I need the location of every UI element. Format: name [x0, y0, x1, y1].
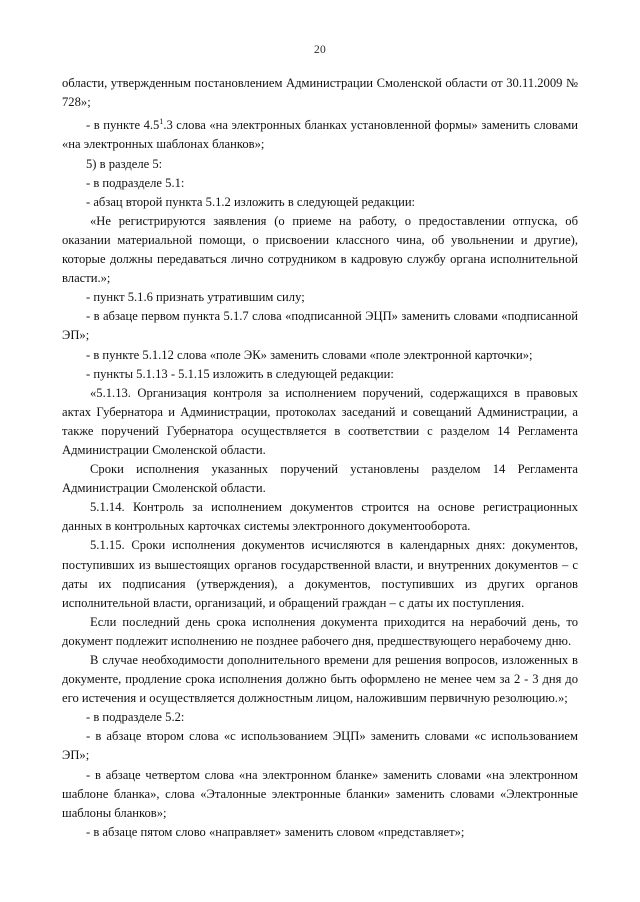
- paragraph: Если последний день срока исполнения документа приходится на нерабочий день, то документ подлежит исполнению не позднее рабочего дня, предшествующего нерабочему дню.: [62, 614, 578, 648]
- paragraph: - в подразделе 5.2:: [86, 710, 185, 725]
- paragraph: - в абзаце первом пункта 5.1.7 слова «подписанной ЭЦП» заменить словами «подписанной ЭП»;: [62, 309, 578, 343]
- document-body: [62, 74, 578, 842]
- paragraph-text-after-superscript: .3 слова «на электронных бланках установленной формы» заменить словами «на электронных шаблонах бланков»;: [62, 118, 578, 152]
- paragraph: - пункты 5.1.13 - 5.1.15 изложить в следующей редакции:: [86, 366, 394, 381]
- superscript-marker: 1: [159, 117, 164, 127]
- paragraph: «Не регистрируются заявления (о приеме на работу, о предоставлении отпуска, об оказании материальной помощи, о присвоении классного чина, об увольнении и другие), которые должны передаваться лично сотрудником в кадровую службу органа исполнительной власти.»;: [62, 213, 578, 286]
- paragraph: - в абзаце втором слова «с использованием ЭЦП» заменить словами «с использованием ЭП»;: [62, 729, 578, 763]
- paragraph: 5.1.14. Контроль за исполнением документов строится на основе регистрационных данных в контрольных карточках системы электронного документооборота.: [62, 500, 578, 534]
- paragraph: области, утвержденным постановлением Администрации Смоленской области от 30.11.2009 № 728»;: [62, 76, 578, 110]
- paragraph-with-superscript: [62, 112, 578, 154]
- paragraph: 5.1.15. Сроки исполнения документов исчисляются в календарных днях: документов, поступивших из вышестоящих органов государственной власти, и внутренних документов – с даты их подписания (утверждения), а документов, поступивших из других органов исполнительной власти, организаций, и обращений граждан – с даты их поступления.: [62, 538, 578, 610]
- paragraph: - в абзаце четвертом слова «на электронном бланке» заменить словами «на электронном шаблоне бланка», слова «Эталонные электронные бланки» заменить словами «Электронные шаблоны бланков»;: [62, 767, 578, 820]
- page-number: 20: [314, 44, 326, 56]
- paragraph: - пункт 5.1.6 признать утратившим силу;: [86, 290, 305, 305]
- paragraph: - в абзаце пятом слово «направляет» заменить словом «представляет»;: [86, 824, 465, 839]
- paragraph: - в пункте 5.1.12 слова «поле ЭК» заменить словами «поле электронной карточки»;: [86, 347, 533, 362]
- paragraph: - в подразделе 5.1:: [86, 175, 185, 190]
- paragraph: Сроки исполнения указанных поручений установлены разделом 14 Регламента Администрации Смоленской области.: [62, 462, 578, 496]
- paragraph: «5.1.13. Организация контроля за исполнением поручений, содержащихся в правовых актах Губернатора и Администрации, протоколах заседаний и совещаний Администрации, а также поручений Губернатора осуществляется в соответствии с разделом 14 Регламента Администрации Смоленской области.: [62, 385, 578, 457]
- paragraph: В случае необходимости дополнительного времени для решения вопросов, изложенных в документе, продление срока исполнения должно быть оформлено не менее чем за 2 - 3 дня до его истечения и осуществляется должностным лицом, наложившим первичную резолюцию.»;: [62, 653, 578, 706]
- paragraph: - абзац второй пункта 5.1.2 изложить в следующей редакции:: [86, 194, 416, 209]
- paragraph-text-before-superscript: - в пункте 4.5: [86, 118, 160, 133]
- paragraph: 5) в разделе 5:: [86, 156, 163, 171]
